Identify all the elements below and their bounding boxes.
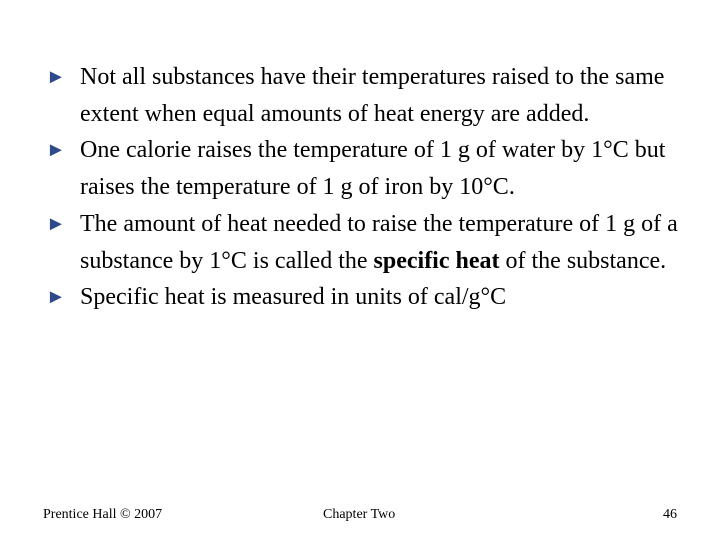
bullet-item (46, 206, 696, 279)
bullet-list (46, 59, 696, 316)
right-pointing-triangle-icon (46, 279, 70, 316)
bullet-item (46, 132, 696, 205)
bullet-text: Not all substances have their temperatures raised to the same extent when equal amounts of heat energy are added. (80, 64, 665, 127)
bullet-text: Specific heat is measured in units of cal/g°C (80, 284, 507, 311)
bold-term: specific heat (373, 247, 500, 274)
bullet-item (46, 59, 696, 132)
bullet-text: One calorie raises the temperature of 1 g of water by 1°C but raises the temperature of 1 g of iron by 10°C. (80, 137, 666, 201)
bullet-item (46, 279, 696, 316)
right-pointing-triangle-icon (46, 206, 70, 243)
bullet-text-after: of the substance. (499, 247, 667, 274)
footer-page-number: 46 (663, 507, 677, 522)
right-pointing-triangle-icon (46, 132, 70, 169)
footer-chapter: Chapter Two (323, 507, 396, 522)
right-pointing-triangle-icon (46, 59, 70, 96)
bullet-text-before: The amount of heat needed to raise the temperature of 1 g of a substance by 1°C is called the (80, 210, 678, 274)
footer-copyright: Prentice Hall © 2007 (43, 507, 163, 522)
